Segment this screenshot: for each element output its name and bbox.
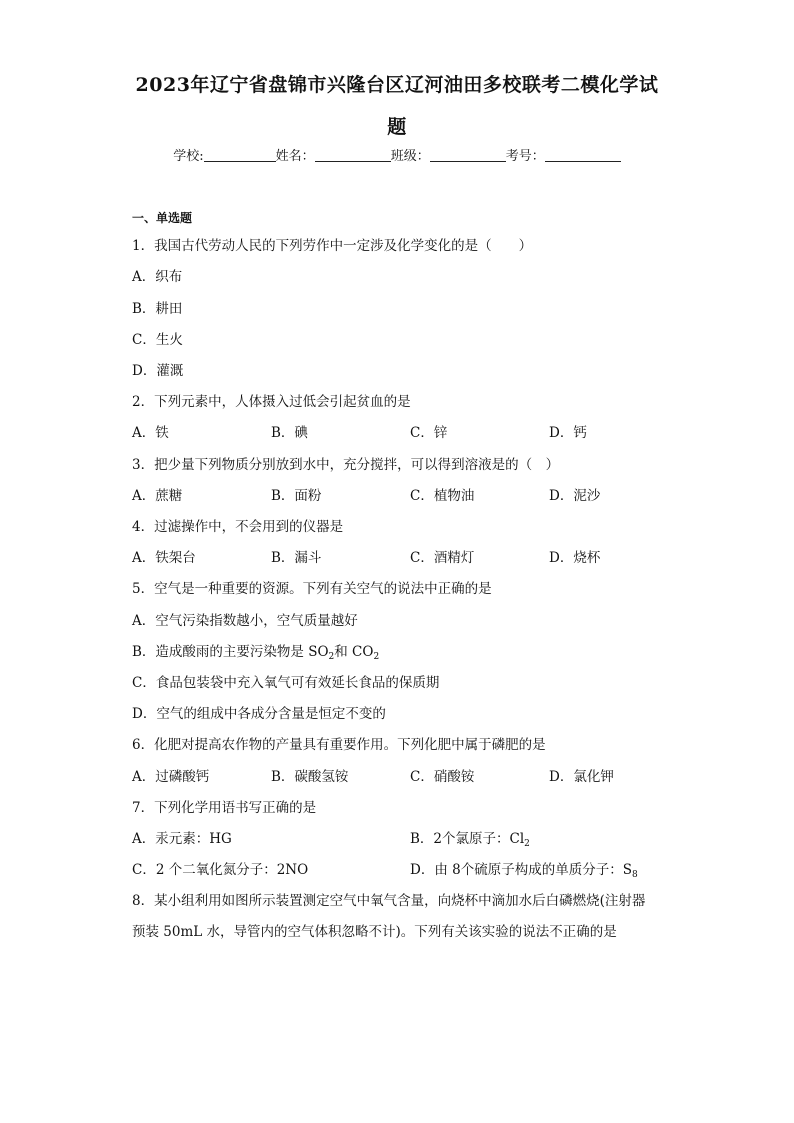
question-1-option-d: D．灌溉 <box>132 363 184 379</box>
exam-title-line2: 题 <box>387 116 407 138</box>
question-6-option-b: B．碳酸氢铵 <box>271 769 349 785</box>
question-1-option-b: B．耕田 <box>132 301 183 317</box>
question-4-option-d: D．烧杯 <box>549 550 601 566</box>
question-4-option-a: A．铁架台 <box>132 550 196 566</box>
school-blank[interactable] <box>204 148 276 162</box>
question-4-stem: 4．过滤操作中，不会用到的仪器是 <box>132 519 344 535</box>
question-7-option-b <box>410 827 530 847</box>
question-3-option-a: A．蔗糖 <box>132 488 183 504</box>
question-6-option-c: C．硝酸铵 <box>410 769 475 785</box>
question-2-option-c: C．锌 <box>410 425 448 441</box>
class-label: 班级： <box>390 149 430 164</box>
so2-subscript: 2 <box>328 652 335 662</box>
question-7-stem: 7．下列化学用语书写正确的是 <box>132 800 317 816</box>
question-5-option-b <box>132 640 379 660</box>
student-info-line <box>0 145 794 164</box>
question-5-option-b-text: B．造成酸雨的主要污染物是 SO <box>132 644 329 660</box>
question-3-option-b: B．面粉 <box>271 488 322 504</box>
question-5-option-c: C．食品包装袋中充入氧气可有效延长食品的保质期 <box>132 675 440 691</box>
name-blank[interactable] <box>315 148 391 162</box>
question-5-stem: 5．空气是一种重要的资源。下列有关空气的说法中正确的是 <box>132 581 492 597</box>
class-blank[interactable] <box>430 148 506 162</box>
question-7-option-a: A．汞元素：HG <box>132 831 232 847</box>
question-2-option-d: D．钙 <box>549 425 587 441</box>
question-6-option-d: D．氯化钾 <box>549 769 614 785</box>
question-2-option-a: A．铁 <box>132 425 169 441</box>
question-7-option-d <box>410 858 638 878</box>
question-4-option-b: B．漏斗 <box>271 550 322 566</box>
question-1-stem: 1．我国古代劳动人民的下列劳作中一定涉及化学变化的是（ ） <box>132 238 533 254</box>
exam-no-blank[interactable] <box>545 148 621 162</box>
question-7-option-d-text: D．由 8个硫原子构成的单质分子：S <box>410 862 632 878</box>
question-1-option-a: A．织布 <box>132 269 183 285</box>
question-4-option-c: C．酒精灯 <box>410 550 475 566</box>
question-2-option-b: B．碘 <box>271 425 308 441</box>
co2-subscript: 2 <box>373 652 380 662</box>
exam-no-label: 考号： <box>505 149 545 164</box>
question-3-option-c: C．植物油 <box>410 488 475 504</box>
question-5-option-a: A．空气污染指数越小，空气质量越好 <box>132 613 358 629</box>
question-5-option-d: D．空气的组成中各成分含量是恒定不变的 <box>132 706 386 722</box>
school-label: 学校: <box>173 149 204 164</box>
question-1-option-c: C．生火 <box>132 332 183 348</box>
name-label: 姓名： <box>275 149 315 164</box>
exam-title-line1: 2023年辽宁省盘锦市兴隆台区辽河油田多校联考二模化学试 <box>135 74 659 96</box>
s8-subscript: 8 <box>631 870 638 880</box>
cl2-subscript: 2 <box>524 839 530 849</box>
question-6-option-a: A．过磷酸钙 <box>132 769 210 785</box>
question-8-stem-line1: 8．某小组利用如图所示装置测定空气中氧气含量，向烧杯中滴加水后白磷燃烧(注射器 <box>132 893 646 909</box>
question-3-stem: 3．把少量下列物质分别放到水中，充分搅拌，可以得到溶液是的（ ） <box>132 457 560 473</box>
question-8-stem-line2: 预装 50mL 水，导管内的空气体积忽略不计)。下列有关该实验的说法不正确的是 <box>132 924 617 940</box>
question-6-stem: 6．化肥对提高农作物的产量具有重要作用。下列化肥中属于磷肥的是 <box>132 737 546 753</box>
question-3-option-d: D．泥沙 <box>549 488 601 504</box>
question-7-option-c: C．2 个二氧化氮分子：2NO <box>132 862 309 878</box>
question-2-stem: 2．下列元素中，人体摄入过低会引起贫血的是 <box>132 394 411 410</box>
section-heading: 一、单选题 <box>132 211 193 225</box>
question-5-option-b-and-co: 和 CO <box>334 644 374 660</box>
question-7-option-b-text: B．2个氯原子：Cl <box>410 831 525 847</box>
